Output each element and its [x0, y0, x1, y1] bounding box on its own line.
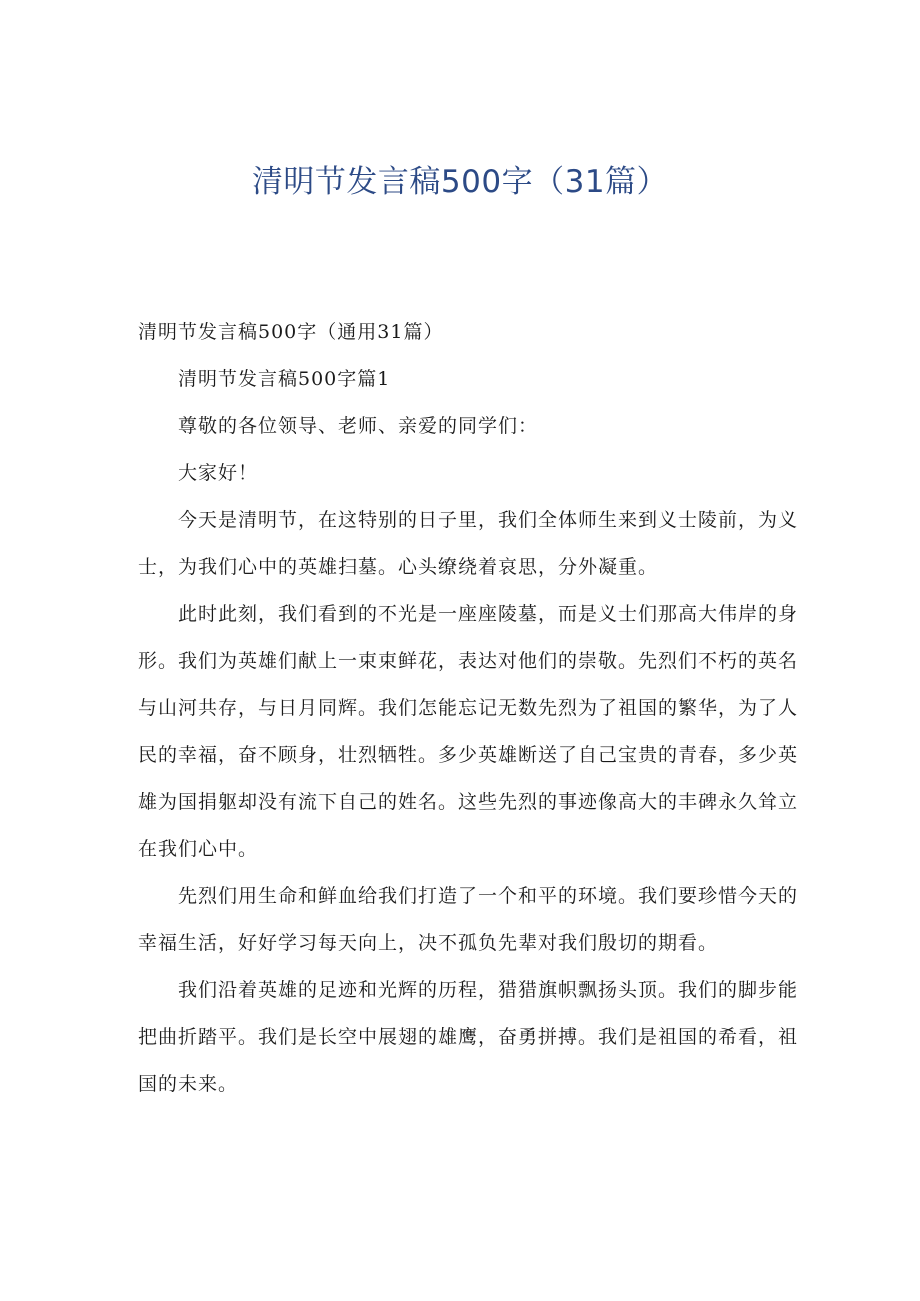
document-subtitle: 清明节发言稿500字（通用31篇）: [138, 321, 444, 343]
section-heading: 清明节发言稿500字篇1: [178, 368, 391, 390]
document-title: 清明节发言稿500字（31篇）: [251, 164, 669, 200]
paragraph: 此时此刻，我们看到的不光是一座座陵墓，而是义士们那高大伟岸的身形。我们为英雄们献上一束束鲜花，表达对他们的崇敬。先烈们不朽的英名与山河共存，与日月同辉。我们怎能忘记无数先烈为了祖国的繁华，为了人民的幸福，奋不顾身，壮烈牺牲。多少英雄断送了自己宝贵的青春，多少英雄为国捐躯却没有流下自己的姓名。这些先烈的事迹像高大的丰碑永久耸立在我们心中。: [138, 603, 799, 860]
paragraph: 先烈们用生命和鲜血给我们打造了一个和平的环境。我们要珍惜今天的幸福生活，好好学习每天向上，决不孤负先辈对我们殷切的期看。: [138, 885, 799, 954]
paragraph: 我们沿着英雄的足迹和光辉的历程，猎猎旗帜飘扬头顶。我们的脚步能把曲折踏平。我们是长空中展翅的雄鹰，奋勇拼搏。我们是祖国的希看，祖国的未来。: [138, 979, 799, 1095]
paragraph: 今天是清明节，在这特别的日子里，我们全体师生来到义士陵前，为义士，为我们心中的英雄扫墓。心头缭绕着哀思，分外凝重。: [138, 509, 799, 578]
document-body: [138, 309, 798, 1108]
paragraph-greeting: 大家好！: [178, 462, 259, 484]
paragraph-salutation: 尊敬的各位领导、老师、亲爱的同学们：: [178, 415, 539, 437]
